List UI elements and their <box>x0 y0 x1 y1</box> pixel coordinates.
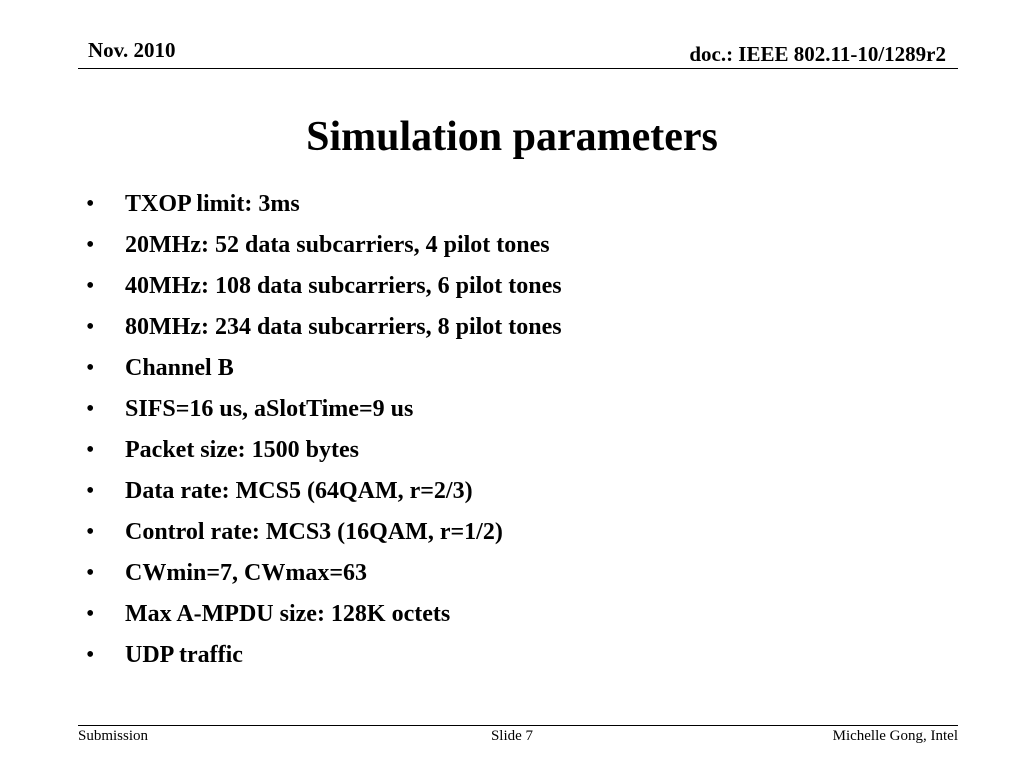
bullet-icon: • <box>86 191 95 217</box>
bullet-icon: • <box>86 601 95 627</box>
bullet-text: Control rate: MCS3 (16QAM, r=1/2) <box>125 519 503 545</box>
bullet-text: TXOP limit: 3ms <box>125 191 300 217</box>
bullet-icon: • <box>86 560 95 586</box>
bullet-icon: • <box>86 355 95 381</box>
bullet-icon: • <box>86 396 95 422</box>
footer-author: Michelle Gong, Intel <box>832 728 958 744</box>
header-date: Nov. 2010 <box>88 38 176 62</box>
bullet-text: Max A-MPDU size: 128K octets <box>125 601 451 627</box>
bullet-icon: • <box>86 478 95 504</box>
slide-title: Simulation parameters <box>306 114 718 160</box>
bullet-text: 80MHz: 234 data subcarriers, 8 pilot tones <box>125 314 562 340</box>
bullet-text: 20MHz: 52 data subcarriers, 4 pilot tones <box>125 232 550 258</box>
bullet-icon: • <box>86 314 95 340</box>
bullet-text: SIFS=16 us, aSlotTime=9 us <box>125 396 414 422</box>
bullet-icon: • <box>86 273 95 299</box>
bullet-icon: • <box>86 519 95 545</box>
slide-number: Slide 7 <box>490 728 534 744</box>
document-id: doc.: IEEE 802.11-10/1289r2 <box>689 42 946 66</box>
bullet-text: Data rate: MCS5 (64QAM, r=2/3) <box>125 478 473 504</box>
bullet-text: UDP traffic <box>125 642 243 668</box>
bullet-text: CWmin=7, CWmax=63 <box>125 560 368 586</box>
bullet-text: 40MHz: 108 data subcarriers, 6 pilot tones <box>125 273 562 299</box>
bullet-icon: • <box>86 437 95 463</box>
bullet-icon: • <box>86 232 95 258</box>
header-divider <box>78 68 958 69</box>
footer-divider <box>78 725 958 726</box>
bullet-icon: • <box>86 642 95 668</box>
bullet-text: Channel B <box>125 355 234 381</box>
bullet-text: Packet size: 1500 bytes <box>125 437 359 463</box>
footer-submission: Submission <box>78 728 149 744</box>
